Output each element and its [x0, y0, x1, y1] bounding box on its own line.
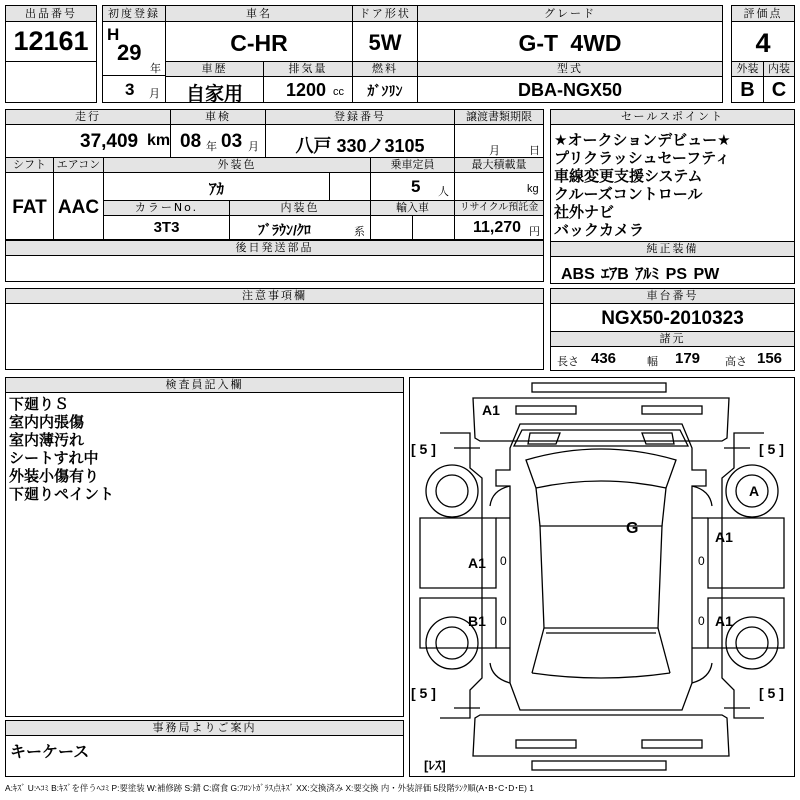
- damage-mark-glass: G: [626, 520, 639, 537]
- interior-label: 内装: [763, 61, 795, 77]
- plate-label: 登録番号: [265, 109, 455, 125]
- reg-year: 29: [117, 40, 142, 65]
- inspector-item: 下廻りＳ: [9, 395, 70, 413]
- score-label: 評価点: [731, 5, 795, 22]
- capacity-label: 乗車定員: [370, 157, 455, 173]
- max-load-cell: [454, 172, 544, 201]
- tire-depth-front-left: [ 5 ]: [411, 441, 436, 457]
- grade-label: グレード: [417, 5, 723, 22]
- grade-cell: [417, 21, 723, 62]
- dims-label: 諸元: [550, 331, 795, 347]
- score: 4: [755, 28, 771, 58]
- tire-depth-rear-right: [ 5 ]: [759, 685, 784, 701]
- length: 436: [591, 350, 617, 367]
- transfer-month-unit: 月: [489, 145, 500, 157]
- mileage-unit: km: [147, 132, 171, 149]
- displacement: 1200: [286, 80, 327, 100]
- int-color: ﾌﾞﾗｳﾝ/ｸﾛ: [258, 222, 311, 238]
- car-diagram: [409, 377, 795, 777]
- lot-label: 出品番号: [5, 5, 97, 22]
- sales-points-label: セールスポイント: [550, 109, 795, 125]
- sales-point-item: 車線変更支援システム: [554, 167, 703, 185]
- int-color-unit: 系: [354, 226, 365, 238]
- equipment-cell: [550, 256, 795, 284]
- month-unit: 月: [149, 88, 160, 100]
- inspector-item: 下廻りペイント: [9, 485, 115, 503]
- inspector-list: [5, 392, 404, 717]
- aircon-label: エアコン: [53, 157, 104, 173]
- mileage: 37,409: [80, 131, 139, 152]
- car-name-label: 車名: [165, 5, 353, 22]
- notes-label: 注意事項欄: [5, 288, 544, 304]
- chassis-cell: [550, 303, 795, 332]
- max-load-label: 最大積載量: [454, 157, 544, 173]
- zero-mark: 0: [698, 614, 705, 628]
- inspector-item: シートすれ中: [9, 449, 99, 467]
- inspection-cell: [170, 124, 266, 158]
- later-parts-label: 後日発送部品: [5, 240, 544, 256]
- recycle-cell: [454, 215, 544, 240]
- exterior-grade: B: [740, 79, 755, 101]
- aircon: AAC: [57, 197, 100, 218]
- first-reg-year-cell: [102, 21, 166, 76]
- score-cell: [731, 21, 795, 62]
- ext-color-extra: [329, 172, 371, 201]
- plate-cell: [265, 124, 455, 158]
- height: 156: [757, 350, 783, 367]
- recycle-unit: 円: [529, 226, 540, 238]
- dims-cell: [550, 346, 795, 371]
- exterior-label: 外装: [731, 61, 764, 77]
- car-name: C-HR: [230, 30, 288, 56]
- car-name-cell: [165, 21, 353, 62]
- door-type: 5W: [368, 30, 402, 55]
- import-cell-b: [412, 215, 455, 240]
- spare-tire-note: [ﾚｽ]: [424, 758, 446, 773]
- ext-color-cell: [103, 172, 330, 201]
- height-label: 高さ: [725, 356, 747, 368]
- lot-cell: [5, 21, 97, 62]
- mileage-cell: [5, 124, 171, 158]
- inspector-item: 室内薄汚れ: [9, 431, 85, 449]
- sales-point-item: ★オークションデビュー★: [554, 131, 731, 149]
- sales-point-item: クルーズコントロール: [554, 185, 703, 203]
- length-label: 長さ: [557, 356, 579, 368]
- width: 179: [675, 350, 701, 367]
- sales-point-item: バックカメラ: [554, 221, 645, 239]
- fuel-cell: [352, 76, 418, 103]
- door-cell: [352, 21, 418, 62]
- legend: A:ｷｽﾞ U:ﾍｺﾐ B:ｷｽﾞを伴うﾍｺﾐ P:要塗装 W:補修跡 S:錆 C:腐食 G:ﾌﾛﾝﾄｶﾞﾗｽ点ｷｽﾞ XX:交換済み X:要交換 内・外装評価 5段階ﾗﾝｸ順(A･B･C･D･E) 1: [5, 783, 534, 793]
- import-cell-a: [370, 215, 413, 240]
- inspector-item: 室内内張傷: [9, 413, 85, 431]
- chassis-number: NGX50-2010323: [601, 308, 744, 329]
- interior-cell: [763, 76, 795, 103]
- model-code: DBA-NGX50: [517, 80, 623, 100]
- era: H: [107, 25, 120, 44]
- int-color-cell: [229, 215, 371, 240]
- transfer-label: 譲渡書類期限: [454, 109, 544, 125]
- damage-mark-front: A1: [482, 402, 500, 418]
- color-no: 3T3: [153, 219, 180, 236]
- color-no-cell: [103, 215, 230, 240]
- int-color-label: 内装色: [229, 200, 371, 216]
- office-note: キーケース: [10, 744, 90, 761]
- chassis-label: 車台番号: [550, 288, 795, 304]
- capacity-cell: [370, 172, 455, 201]
- shift-label: シフト: [5, 157, 54, 173]
- zero-mark: 0: [500, 614, 507, 628]
- displacement-label: 排気量: [263, 61, 353, 77]
- equipment: ABS ｴｱB ｱﾙﾐ PS PW: [561, 266, 720, 283]
- inspection-month-unit: 月: [248, 141, 259, 153]
- tire-depth-rear-left: [ 5 ]: [411, 685, 436, 701]
- damage-mark-right-front-door: A1: [715, 529, 733, 545]
- capacity: 5: [411, 177, 421, 196]
- damage-mark-right-wheel: A: [749, 483, 760, 499]
- damage-mark-right-rear-door: A1: [715, 613, 733, 629]
- color-no-label: カラーNo.: [103, 200, 230, 216]
- inspection-label: 車検: [170, 109, 266, 125]
- exterior-cell: [731, 76, 764, 103]
- aircon-cell: [53, 172, 104, 240]
- transfer-day-unit: 日: [529, 145, 540, 157]
- fuel-label: 燃料: [352, 61, 418, 77]
- shift-cell: [5, 172, 54, 240]
- damage-mark-left-front-door: A1: [468, 555, 486, 571]
- door-label: ドア形状: [352, 5, 418, 22]
- lot-number: 12161: [13, 26, 89, 56]
- zero-mark: 0: [500, 554, 507, 568]
- history-label: 車歴: [165, 61, 264, 77]
- recycle-amount: 11,270: [473, 219, 522, 236]
- model-code-cell: [417, 76, 723, 103]
- width-label: 幅: [647, 356, 658, 368]
- sales-points-list: [550, 124, 795, 242]
- history-cell: [165, 76, 264, 103]
- shift: FAT: [12, 197, 47, 218]
- inspector-item: 外装小傷有り: [9, 467, 100, 485]
- grade: G-T 4WD: [518, 30, 622, 56]
- ext-color-label: 外装色: [103, 157, 371, 173]
- history: 自家用: [185, 84, 243, 103]
- first-reg-label: 初度登録: [102, 5, 166, 22]
- inspection-year-unit: 年: [206, 141, 217, 153]
- office-label: 事務局よりご案内: [5, 720, 404, 736]
- notes-cell: [5, 303, 544, 370]
- inspector-label: 検査員記入欄: [5, 377, 404, 393]
- sales-point-item: 社外ナビ: [554, 203, 615, 221]
- transfer-cell: [454, 124, 544, 158]
- later-parts-cell: [5, 255, 544, 282]
- ext-color: ｱｶ: [208, 181, 224, 198]
- recycle-label: リサイクル預託金: [454, 200, 544, 216]
- first-reg-month-cell: [102, 75, 166, 103]
- reg-month: 3: [125, 80, 135, 99]
- tire-depth-front-right: [ 5 ]: [759, 441, 784, 457]
- car-diagram-svg: [410, 378, 794, 776]
- displacement-unit: cc: [333, 86, 344, 98]
- plate-number: 八戸 330ノ3105: [295, 136, 425, 156]
- mileage-label: 走行: [5, 109, 171, 125]
- capacity-unit: 人: [438, 186, 449, 198]
- displacement-cell: [263, 76, 353, 103]
- lot-blank: [5, 61, 97, 103]
- import-label: 輸入車: [370, 200, 455, 216]
- model-code-label: 型式: [417, 61, 723, 77]
- fuel: ｶﾞｿﾘﾝ: [367, 83, 403, 99]
- equipment-label: 純正装備: [550, 241, 795, 257]
- interior-grade: C: [771, 79, 787, 101]
- sales-point-item: プリクラッシュセーフティ: [554, 149, 730, 167]
- damage-mark-left-rear-door: B1: [468, 613, 486, 629]
- zero-mark: 0: [698, 554, 705, 568]
- max-load-unit: kg: [527, 183, 539, 195]
- inspection-year: 08: [180, 131, 202, 152]
- office-cell: [5, 735, 404, 777]
- year-unit: 年: [150, 63, 161, 75]
- inspection-month: 03: [221, 131, 243, 152]
